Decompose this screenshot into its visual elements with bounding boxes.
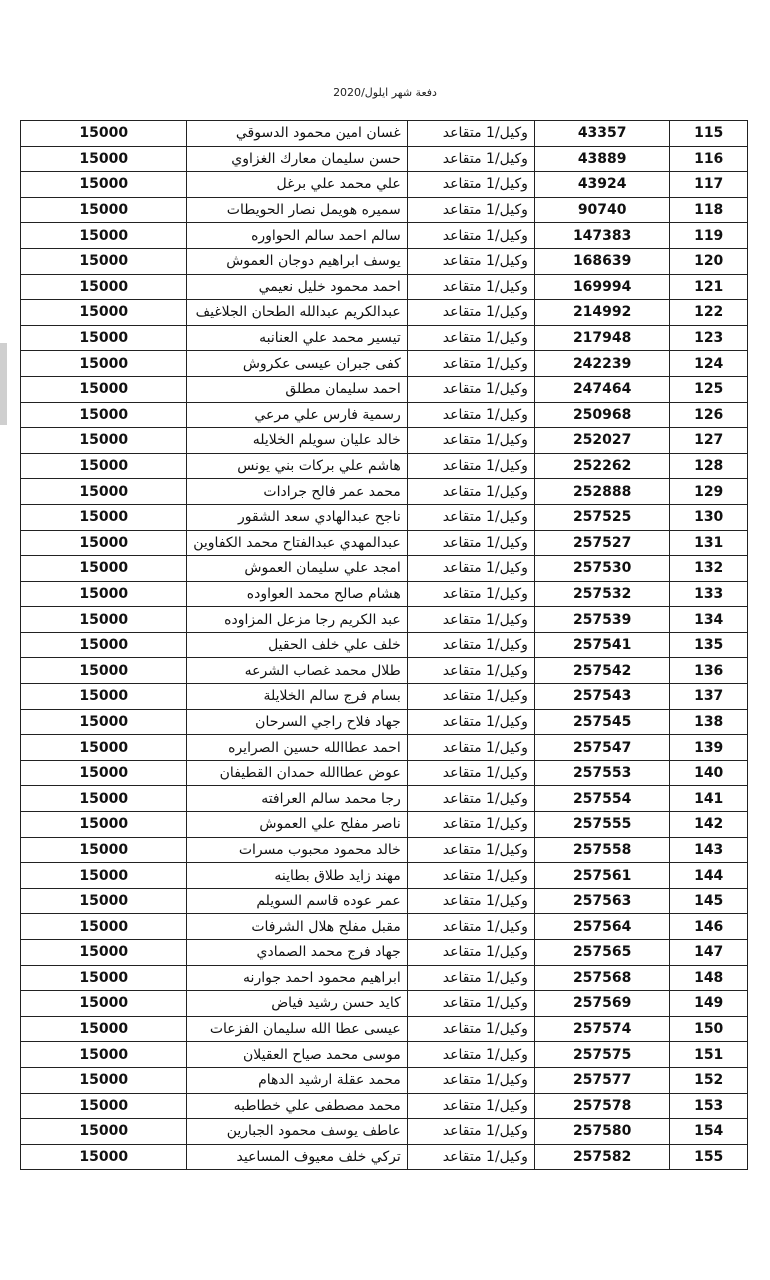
table-row — [21, 300, 748, 326]
table-row — [21, 632, 748, 658]
amount-cell: 15000 — [21, 1144, 187, 1170]
name-cell: احمد محمود خليل نعيمي — [187, 274, 407, 300]
role-cell: وكيل/1 متقاعد — [407, 658, 534, 684]
seq-cell: 153 — [670, 1093, 748, 1119]
role-cell: وكيل/1 متقاعد — [407, 888, 534, 914]
amount-cell: 15000 — [21, 402, 187, 428]
role-cell: وكيل/1 متقاعد — [407, 812, 534, 838]
amount-cell: 15000 — [21, 376, 187, 402]
id-cell: 257575 — [534, 1042, 669, 1068]
role-cell: وكيل/1 متقاعد — [407, 223, 534, 249]
id-cell: 257561 — [534, 863, 669, 889]
table-row — [21, 121, 748, 147]
seq-cell: 119 — [670, 223, 748, 249]
name-cell: كفى جبران عيسى عكروش — [187, 351, 407, 377]
amount-cell: 15000 — [21, 581, 187, 607]
table-row — [21, 709, 748, 735]
id-cell: 257530 — [534, 556, 669, 582]
name-cell: محمد عمر فالح جرادات — [187, 479, 407, 505]
seq-cell: 127 — [670, 428, 748, 454]
role-cell: وكيل/1 متقاعد — [407, 479, 534, 505]
id-cell: 252262 — [534, 453, 669, 479]
table-row — [21, 607, 748, 633]
amount-cell: 15000 — [21, 632, 187, 658]
seq-cell: 150 — [670, 1016, 748, 1042]
seq-cell: 123 — [670, 325, 748, 351]
name-cell: علي محمد علي برغل — [187, 172, 407, 198]
id-cell: 43924 — [534, 172, 669, 198]
amount-cell: 15000 — [21, 248, 187, 274]
seq-cell: 124 — [670, 351, 748, 377]
id-cell: 242239 — [534, 351, 669, 377]
role-cell: وكيل/1 متقاعد — [407, 1067, 534, 1093]
name-cell: مقبل مفلح هلال الشرفات — [187, 914, 407, 940]
amount-cell: 15000 — [21, 1042, 187, 1068]
amount-cell: 15000 — [21, 914, 187, 940]
table-row — [21, 479, 748, 505]
name-cell: موسى محمد صياح العقيلان — [187, 1042, 407, 1068]
role-cell: وكيل/1 متقاعد — [407, 402, 534, 428]
id-cell: 257542 — [534, 658, 669, 684]
seq-cell: 148 — [670, 965, 748, 991]
table-row — [21, 888, 748, 914]
table-row — [21, 1093, 748, 1119]
id-cell: 257543 — [534, 684, 669, 710]
table-row — [21, 146, 748, 172]
name-cell: حسن سليمان معارك الغزاوي — [187, 146, 407, 172]
seq-cell: 133 — [670, 581, 748, 607]
name-cell: رجا محمد سالم العرافته — [187, 786, 407, 812]
id-cell: 257578 — [534, 1093, 669, 1119]
table-row — [21, 965, 748, 991]
name-cell: عاطف يوسف محمود الجبارين — [187, 1119, 407, 1145]
name-cell: جهاد فرج محمد الصمادي — [187, 940, 407, 966]
seq-cell: 116 — [670, 146, 748, 172]
name-cell: بسام فرج سالم الخلايلة — [187, 684, 407, 710]
role-cell: وكيل/1 متقاعد — [407, 1119, 534, 1145]
role-cell: وكيل/1 متقاعد — [407, 965, 534, 991]
amount-cell: 15000 — [21, 991, 187, 1017]
seq-cell: 132 — [670, 556, 748, 582]
name-cell: يوسف ابراهيم دوجان العموش — [187, 248, 407, 274]
id-cell: 257547 — [534, 735, 669, 761]
table-row — [21, 812, 748, 838]
id-cell: 257569 — [534, 991, 669, 1017]
table-row — [21, 1144, 748, 1170]
id-cell: 257532 — [534, 581, 669, 607]
table-row — [21, 325, 748, 351]
amount-cell: 15000 — [21, 453, 187, 479]
role-cell: وكيل/1 متقاعد — [407, 530, 534, 556]
role-cell: وكيل/1 متقاعد — [407, 632, 534, 658]
id-cell: 247464 — [534, 376, 669, 402]
amount-cell: 15000 — [21, 197, 187, 223]
amount-cell: 15000 — [21, 556, 187, 582]
seq-cell: 122 — [670, 300, 748, 326]
seq-cell: 115 — [670, 121, 748, 147]
role-cell: وكيل/1 متقاعد — [407, 1093, 534, 1119]
seq-cell: 121 — [670, 274, 748, 300]
id-cell: 257555 — [534, 812, 669, 838]
role-cell: وكيل/1 متقاعد — [407, 274, 534, 300]
name-cell: عمر عوده قاسم السويلم — [187, 888, 407, 914]
id-cell: 252888 — [534, 479, 669, 505]
name-cell: عبدالكريم عبدالله الطحان الجلاغيف — [187, 300, 407, 326]
table-row — [21, 684, 748, 710]
id-cell: 43889 — [534, 146, 669, 172]
id-cell: 169994 — [534, 274, 669, 300]
amount-cell: 15000 — [21, 965, 187, 991]
id-cell: 257525 — [534, 504, 669, 530]
id-cell: 90740 — [534, 197, 669, 223]
seq-cell: 131 — [670, 530, 748, 556]
amount-cell: 15000 — [21, 223, 187, 249]
seq-cell: 125 — [670, 376, 748, 402]
id-cell: 250968 — [534, 402, 669, 428]
role-cell: وكيل/1 متقاعد — [407, 709, 534, 735]
amount-cell: 15000 — [21, 479, 187, 505]
amount-cell: 15000 — [21, 274, 187, 300]
amount-cell: 15000 — [21, 121, 187, 147]
role-cell: وكيل/1 متقاعد — [407, 607, 534, 633]
seq-cell: 146 — [670, 914, 748, 940]
role-cell: وكيل/1 متقاعد — [407, 300, 534, 326]
table-row — [21, 453, 748, 479]
table-row — [21, 735, 748, 761]
id-cell: 257564 — [534, 914, 669, 940]
scroll-edge-mark — [0, 343, 7, 425]
id-cell: 257553 — [534, 760, 669, 786]
seq-cell: 141 — [670, 786, 748, 812]
amount-cell: 15000 — [21, 504, 187, 530]
name-cell: احمد سليمان مطلق — [187, 376, 407, 402]
role-cell: وكيل/1 متقاعد — [407, 556, 534, 582]
amount-cell: 15000 — [21, 146, 187, 172]
role-cell: وكيل/1 متقاعد — [407, 504, 534, 530]
id-cell: 214992 — [534, 300, 669, 326]
name-cell: عبد الكريم رجا مزعل المزاوده — [187, 607, 407, 633]
table-row — [21, 1067, 748, 1093]
name-cell: محمد مصطفى علي خطاطبه — [187, 1093, 407, 1119]
table-row — [21, 760, 748, 786]
id-cell: 168639 — [534, 248, 669, 274]
table-row — [21, 504, 748, 530]
amount-cell: 15000 — [21, 786, 187, 812]
name-cell: كايد حسن رشيد فياض — [187, 991, 407, 1017]
role-cell: وكيل/1 متقاعد — [407, 760, 534, 786]
id-cell: 257582 — [534, 1144, 669, 1170]
id-cell: 252027 — [534, 428, 669, 454]
name-cell: جهاد فلاح راجي السرحان — [187, 709, 407, 735]
seq-cell: 117 — [670, 172, 748, 198]
name-cell: طلال محمد غصاب الشرعه — [187, 658, 407, 684]
table-row — [21, 1042, 748, 1068]
table-row — [21, 530, 748, 556]
seq-cell: 120 — [670, 248, 748, 274]
name-cell: عيسى عطا الله سليمان الفزعات — [187, 1016, 407, 1042]
table-row — [21, 863, 748, 889]
table-row — [21, 581, 748, 607]
roster-body — [21, 121, 748, 1170]
role-cell: وكيل/1 متقاعد — [407, 376, 534, 402]
seq-cell: 135 — [670, 632, 748, 658]
name-cell: غسان امين محمود الدسوقي — [187, 121, 407, 147]
seq-cell: 143 — [670, 837, 748, 863]
roster-table — [20, 120, 748, 1170]
amount-cell: 15000 — [21, 300, 187, 326]
seq-cell: 140 — [670, 760, 748, 786]
amount-cell: 15000 — [21, 658, 187, 684]
seq-cell: 139 — [670, 735, 748, 761]
amount-cell: 15000 — [21, 1093, 187, 1119]
table-row — [21, 1016, 748, 1042]
name-cell: محمد عقلة ارشيد الدهام — [187, 1067, 407, 1093]
amount-cell: 15000 — [21, 172, 187, 198]
amount-cell: 15000 — [21, 351, 187, 377]
amount-cell: 15000 — [21, 428, 187, 454]
name-cell: عوض عطاالله حمدان القطيفان — [187, 760, 407, 786]
name-cell: احمد عطاالله حسين الصرايره — [187, 735, 407, 761]
role-cell: وكيل/1 متقاعد — [407, 351, 534, 377]
role-cell: وكيل/1 متقاعد — [407, 1042, 534, 1068]
table-row — [21, 1119, 748, 1145]
seq-cell: 155 — [670, 1144, 748, 1170]
table-row — [21, 991, 748, 1017]
id-cell: 257558 — [534, 837, 669, 863]
table-row — [21, 837, 748, 863]
seq-cell: 149 — [670, 991, 748, 1017]
id-cell: 147383 — [534, 223, 669, 249]
seq-cell: 147 — [670, 940, 748, 966]
table-row — [21, 274, 748, 300]
amount-cell: 15000 — [21, 1016, 187, 1042]
name-cell: خالد عليان سويلم الخلايله — [187, 428, 407, 454]
table-row — [21, 376, 748, 402]
amount-cell: 15000 — [21, 812, 187, 838]
role-cell: وكيل/1 متقاعد — [407, 581, 534, 607]
role-cell: وكيل/1 متقاعد — [407, 146, 534, 172]
name-cell: هاشم علي بركات بني يونس — [187, 453, 407, 479]
amount-cell: 15000 — [21, 940, 187, 966]
role-cell: وكيل/1 متقاعد — [407, 1016, 534, 1042]
role-cell: وكيل/1 متقاعد — [407, 940, 534, 966]
id-cell: 43357 — [534, 121, 669, 147]
seq-cell: 152 — [670, 1067, 748, 1093]
amount-cell: 15000 — [21, 709, 187, 735]
role-cell: وكيل/1 متقاعد — [407, 735, 534, 761]
role-cell: وكيل/1 متقاعد — [407, 325, 534, 351]
role-cell: وكيل/1 متقاعد — [407, 863, 534, 889]
table-row — [21, 351, 748, 377]
id-cell: 257580 — [534, 1119, 669, 1145]
seq-cell: 145 — [670, 888, 748, 914]
role-cell: وكيل/1 متقاعد — [407, 172, 534, 198]
name-cell: سالم احمد سالم الحواوره — [187, 223, 407, 249]
id-cell: 257568 — [534, 965, 669, 991]
name-cell: عبدالمهدي عبدالفتاح محمد الكفاوين — [187, 530, 407, 556]
id-cell: 257577 — [534, 1067, 669, 1093]
seq-cell: 129 — [670, 479, 748, 505]
name-cell: مهند زايد طلاق بطاينه — [187, 863, 407, 889]
role-cell: وكيل/1 متقاعد — [407, 991, 534, 1017]
id-cell: 257574 — [534, 1016, 669, 1042]
name-cell: رسمية فارس علي مرعي — [187, 402, 407, 428]
name-cell: سميره هويمل نصار الحويطات — [187, 197, 407, 223]
role-cell: وكيل/1 متقاعد — [407, 1144, 534, 1170]
role-cell: وكيل/1 متقاعد — [407, 786, 534, 812]
seq-cell: 134 — [670, 607, 748, 633]
name-cell: هشام صالح محمد العواوده — [187, 581, 407, 607]
table-row — [21, 428, 748, 454]
table-row — [21, 248, 748, 274]
seq-cell: 137 — [670, 684, 748, 710]
name-cell: ناجح عبدالهادي سعد الشقور — [187, 504, 407, 530]
name-cell: تيسير محمد علي العنانبه — [187, 325, 407, 351]
name-cell: تركي خلف معيوف المساعيد — [187, 1144, 407, 1170]
name-cell: امجد علي سليمان العموش — [187, 556, 407, 582]
role-cell: وكيل/1 متقاعد — [407, 837, 534, 863]
seq-cell: 154 — [670, 1119, 748, 1145]
amount-cell: 15000 — [21, 530, 187, 556]
id-cell: 257554 — [534, 786, 669, 812]
name-cell: ابراهيم محمود احمد جوارنه — [187, 965, 407, 991]
table-row — [21, 172, 748, 198]
table-row — [21, 658, 748, 684]
name-cell: خالد محمود محبوب مسرات — [187, 837, 407, 863]
amount-cell: 15000 — [21, 760, 187, 786]
table-row — [21, 556, 748, 582]
role-cell: وكيل/1 متقاعد — [407, 684, 534, 710]
name-cell: خلف علي خلف الحقيل — [187, 632, 407, 658]
page-title: دفعة شهر ايلول/2020 — [333, 86, 437, 99]
amount-cell: 15000 — [21, 325, 187, 351]
table-row — [21, 223, 748, 249]
amount-cell: 15000 — [21, 863, 187, 889]
amount-cell: 15000 — [21, 735, 187, 761]
seq-cell: 144 — [670, 863, 748, 889]
amount-cell: 15000 — [21, 837, 187, 863]
amount-cell: 15000 — [21, 607, 187, 633]
amount-cell: 15000 — [21, 1119, 187, 1145]
seq-cell: 126 — [670, 402, 748, 428]
name-cell: ناصر مفلح علي العموش — [187, 812, 407, 838]
id-cell: 257563 — [534, 888, 669, 914]
table-row — [21, 786, 748, 812]
id-cell: 257541 — [534, 632, 669, 658]
seq-cell: 130 — [670, 504, 748, 530]
role-cell: وكيل/1 متقاعد — [407, 121, 534, 147]
role-cell: وكيل/1 متقاعد — [407, 914, 534, 940]
id-cell: 257527 — [534, 530, 669, 556]
role-cell: وكيل/1 متقاعد — [407, 428, 534, 454]
seq-cell: 142 — [670, 812, 748, 838]
role-cell: وكيل/1 متقاعد — [407, 197, 534, 223]
seq-cell: 151 — [670, 1042, 748, 1068]
table-row — [21, 940, 748, 966]
id-cell: 217948 — [534, 325, 669, 351]
table-row — [21, 914, 748, 940]
seq-cell: 138 — [670, 709, 748, 735]
amount-cell: 15000 — [21, 888, 187, 914]
amount-cell: 15000 — [21, 1067, 187, 1093]
id-cell: 257565 — [534, 940, 669, 966]
role-cell: وكيل/1 متقاعد — [407, 453, 534, 479]
seq-cell: 128 — [670, 453, 748, 479]
role-cell: وكيل/1 متقاعد — [407, 248, 534, 274]
id-cell: 257545 — [534, 709, 669, 735]
seq-cell: 136 — [670, 658, 748, 684]
amount-cell: 15000 — [21, 684, 187, 710]
table-row — [21, 197, 748, 223]
seq-cell: 118 — [670, 197, 748, 223]
id-cell: 257539 — [534, 607, 669, 633]
table-row — [21, 402, 748, 428]
